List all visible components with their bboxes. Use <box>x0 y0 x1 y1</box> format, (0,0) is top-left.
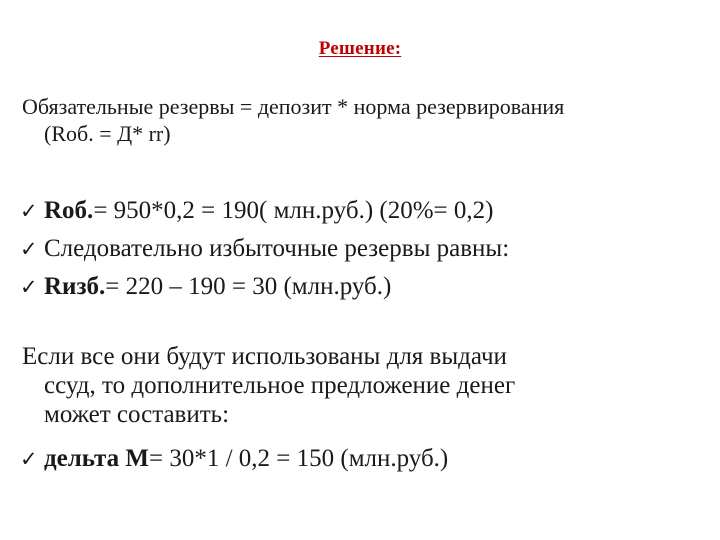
calculation-list <box>20 192 720 306</box>
list-item <box>20 268 720 306</box>
check-mark-icon: ✓ <box>20 199 38 223</box>
slide-title: Решение: <box>318 38 402 59</box>
conclusion-paragraph <box>22 342 718 429</box>
conclusion-line-2: ссуд, то дополнительное предложение денег <box>44 372 516 399</box>
list-item <box>20 192 720 230</box>
list-item-text: = 220 – 190 = 30 (млн.руб.) <box>105 273 392 300</box>
definition-paragraph <box>22 93 718 147</box>
list-item-text: Следовательно избыточные резервы равны: <box>44 235 510 262</box>
definition-line-1: Обязательные резервы = депозит * норма резервирования <box>22 94 565 119</box>
list-item-bold: Rизб. <box>44 273 106 300</box>
list-item-text: = 950*0,2 = 190( млн.руб.) (20%= 0,2) <box>93 197 494 224</box>
final-result-bold: дельта М <box>44 445 149 472</box>
final-result-text: = 30*1 / 0,2 = 150 (млн.руб.) <box>148 445 449 472</box>
list-item-bold: Rоб. <box>44 197 94 224</box>
definition-line-2: (Rоб. = Д* rr) <box>44 121 171 146</box>
list-item <box>20 230 720 268</box>
final-result <box>20 444 448 474</box>
check-mark-icon: ✓ <box>20 447 38 471</box>
conclusion-line-3: может составить: <box>44 401 230 428</box>
check-mark-icon: ✓ <box>20 275 38 299</box>
conclusion-line-1: Если все они будут использованы для выдачи <box>22 343 507 370</box>
check-mark-icon: ✓ <box>20 237 38 261</box>
